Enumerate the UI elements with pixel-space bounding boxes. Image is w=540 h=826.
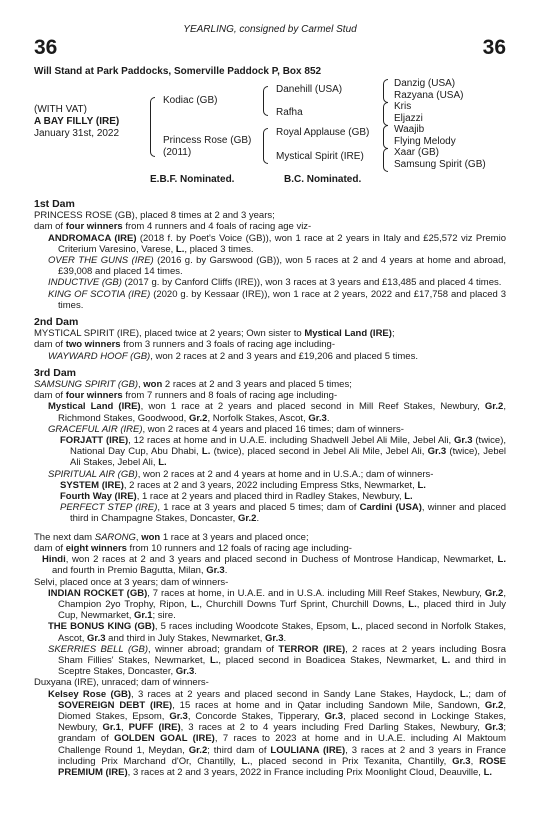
dam-line: PRINCESS ROSE (GB), placed 8 times at 2 and 3 years; bbox=[34, 210, 275, 222]
produce-entry: Kelsey Rose (GB), 3 races at 2 years and placed second in Sandy Lane Stakes, Haydock, L.; dam of SOVEREIGN DEBT (IRE), 15 races at home and in Qatar including Sandown Mile, Sandown, Gr.2, Diomed Stakes, Epsom, Gr.3, Concorde Stakes, Tipperary, Gr.3, placed second in Lockinge Stakes, Newbury, Gr.1, PUFF (IRE), 3 races at 2 to 4 years including Fred Darling Stakes, Newbury, Gr.3; grandam of GOLDEN GOAL (IRE), 7 races to 2023 at home and in U.A.E. including Al Maktoum Challenge Round 1, Meydan, Gr.2; third dam of LOULIANA (IRE), 3 races at 2 and 3 years in France including Prix Marchand d'Or, Chantilly, L., placed second in Prix Texanita, Chantilly, Gr.3, ROSE PREMIUM (IRE), 3 races at 2 and 3 years, 2022 in France including Prix Moonlight Cloud, Deauville, L. bbox=[48, 688, 507, 778]
produce-entry: SKERRIES BELL (GB), winner abroad; grandam of TERROR (IRE), 2 races at 2 years including Bosra Sham Fillies' Stakes, Newmarket, L., placed second in Boadicea Stakes, Newmarket, L. and third in Sceptre Stakes, Doncaster, Gr.3. bbox=[48, 643, 506, 678]
sire: Kodiac (GB) bbox=[163, 95, 218, 106]
sire-sire: Danehill (USA) bbox=[276, 84, 343, 95]
produce-entry: Mystical Land (IRE), won 1 race at 2 years and placed second in Mill Reef Stakes, Newbury, Gr.2, Richmond Stakes, Goodwood, Gr.2, Norfolk Stakes, Ascot, Gr.3. bbox=[48, 401, 506, 424]
bc-nomination: B.C. Nominated. bbox=[284, 174, 362, 185]
dam: Princess Rose (GB) bbox=[163, 135, 252, 146]
brace bbox=[383, 148, 388, 172]
sire-sire-sire: Danzig (USA) bbox=[394, 78, 456, 89]
dam-year: (2011) bbox=[163, 147, 192, 158]
sire-dam: Rafha bbox=[276, 107, 303, 118]
produce-entry: Selvi, placed once at 3 years; dam of winners- bbox=[34, 576, 229, 588]
dam-line: MYSTICAL SPIRIT (IRE), placed twice at 2 years; Own sister to Mystical Land (IRE); bbox=[34, 328, 395, 340]
brace bbox=[383, 125, 388, 149]
dam-sire-sire: Waajib bbox=[394, 124, 425, 135]
dam-line: The next dam SARONG, won 1 race at 3 years and placed once; bbox=[34, 531, 309, 543]
ebf-nomination: E.B.F. Nominated. bbox=[150, 174, 235, 185]
produce-summary: dam of eight winners from 10 runners and 12 foals of racing age including- bbox=[34, 542, 352, 554]
stand-location: Will Stand at Park Paddocks, Somerville Paddock P, Box 852 bbox=[34, 66, 322, 77]
lot-number-left: 36 bbox=[34, 36, 58, 59]
produce-entry: Duxyana (IRE), unraced; dam of winners- bbox=[34, 677, 209, 689]
produce-entry: FORJATT (IRE), 12 races at home and in U.A.E. including Shadwell Jebel Ali Mile, Jebel Ali, Gr.3 (twice), National Day Cup, Abu Dhabi, L. (twice), placed second in Jebel Ali Mile, Jebel Ali, Gr.3 (twice), Jebel Ali Stakes, Jebel Ali, L. bbox=[60, 435, 506, 469]
dam-dam: Mystical Spirit (IRE) bbox=[276, 151, 364, 162]
vat-note: (WITH VAT) bbox=[34, 104, 87, 115]
produce-entry: ANDROMACA (IRE) (2018 f. by Poet's Voice (GB)), won 1 race at 2 years in Italy and £25,572 viz Premio Criterium Varesino, Varese, L., placed 3 times. bbox=[48, 232, 506, 255]
dam-sire-dam: Flying Melody bbox=[394, 136, 456, 147]
brace bbox=[383, 79, 388, 103]
lot-number-right: 36 bbox=[482, 36, 506, 59]
dam-dam-dam: Samsung Spirit (GB) bbox=[394, 159, 486, 170]
produce-entry: Fourth Way (IRE), 1 race at 2 years and placed third in Radley Stakes, Newbury, L. bbox=[60, 491, 413, 503]
brace bbox=[383, 102, 388, 126]
produce-summary: dam of four winners from 7 runners and 8 foals of racing age including- bbox=[34, 390, 338, 402]
produce-entry: KING OF SCOTIA (IRE) (2020 g. by Kessaar (IRE)), won 1 race at 2 years, 2022 and £17,758 and placed 3 times. bbox=[48, 288, 506, 311]
date-of-birth: January 31st, 2022 bbox=[34, 128, 120, 139]
produce-entry: INDUCTIVE (GB) (2017 g. by Canford Cliffs (IRE)), won 3 races at 3 years and £13,485 and placed 4 times. bbox=[48, 277, 502, 289]
sire-dam-sire: Kris bbox=[394, 101, 412, 112]
brace bbox=[263, 86, 268, 116]
produce-entry: Hindi, won 2 races at 2 and 3 years and placed second in Duchess of Montrose Handicap, Newmarket, L. and fourth in Premio Bagutta, Milan, Gr.3. bbox=[42, 554, 506, 577]
second-dam-heading: 2nd Dam bbox=[34, 316, 79, 329]
produce-entry: SPIRITUAL AIR (GB), won 2 races at 2 and 4 years at home and in U.S.A.; dam of winners- bbox=[48, 468, 434, 480]
sire-sire-dam: Razyana (USA) bbox=[394, 90, 464, 101]
horse-name: A BAY FILLY (IRE) bbox=[34, 116, 120, 127]
brace bbox=[263, 128, 268, 164]
produce-entry: OVER THE GUNS (IRE) (2016 g. by Garswood (GB)), won 5 races at 2 and 4 years at home and abroad, £39,008 and placed 14 times. bbox=[48, 255, 506, 278]
produce-entry: WAYWARD HOOF (GB), won 2 races at 2 and 3 years and £19,206 and placed 5 times. bbox=[48, 350, 418, 362]
produce-entry: GRACEFUL AIR (IRE), won 2 races at 4 years and placed 16 times; dam of winners- bbox=[48, 423, 404, 435]
produce-entry: INDIAN ROCKET (GB), 7 races at home, in U.A.E. and in U.S.A. including Mill Reef Stakes, Newbury, Gr.2, Champion 2yo Trophy, Ripon, L., Churchill Downs Turf Sprint, Churchill Downs, L., placed third in July Cup, Newmarket, Gr.1; sire. bbox=[48, 587, 506, 622]
sire-dam-dam: Eljazzi bbox=[394, 113, 423, 124]
brace bbox=[150, 97, 155, 157]
produce-summary: dam of two winners from 3 runners and 3 foals of racing age including- bbox=[34, 339, 335, 351]
produce-entry: THE BONUS KING (GB), 5 races including Woodcote Stakes, Epsom, L., placed second in Norfolk Stakes, Ascot, Gr.3 and third in July Stakes, Newmarket, Gr.3. bbox=[48, 621, 506, 644]
catalogue-header: YEARLING, consigned by Carmel Stud bbox=[183, 24, 357, 35]
produce-entry: SYSTEM (IRE), 2 races at 2 and 3 years, 2022 including Empress Stks, Newmarket, L. bbox=[60, 479, 426, 491]
produce-entry: PERFECT STEP (IRE), 1 race at 3 years and placed 5 times; dam of Cardini (USA), winner and placed third in Champagne Stakes, Doncaster, Gr.2. bbox=[60, 502, 506, 525]
third-dam-heading: 3rd Dam bbox=[34, 366, 77, 379]
produce-summary: dam of four winners from 4 runners and 4 foals of racing age viz- bbox=[34, 221, 312, 233]
first-dam-heading: 1st Dam bbox=[34, 198, 75, 210]
catalogue-body bbox=[34, 193, 506, 778]
dam-dam-sire: Xaar (GB) bbox=[394, 147, 440, 158]
dam-sire: Royal Applause (GB) bbox=[276, 127, 370, 138]
dam-line: SAMSUNG SPIRIT (GB), won 2 races at 2 and 3 years and placed 5 times; bbox=[34, 379, 352, 391]
